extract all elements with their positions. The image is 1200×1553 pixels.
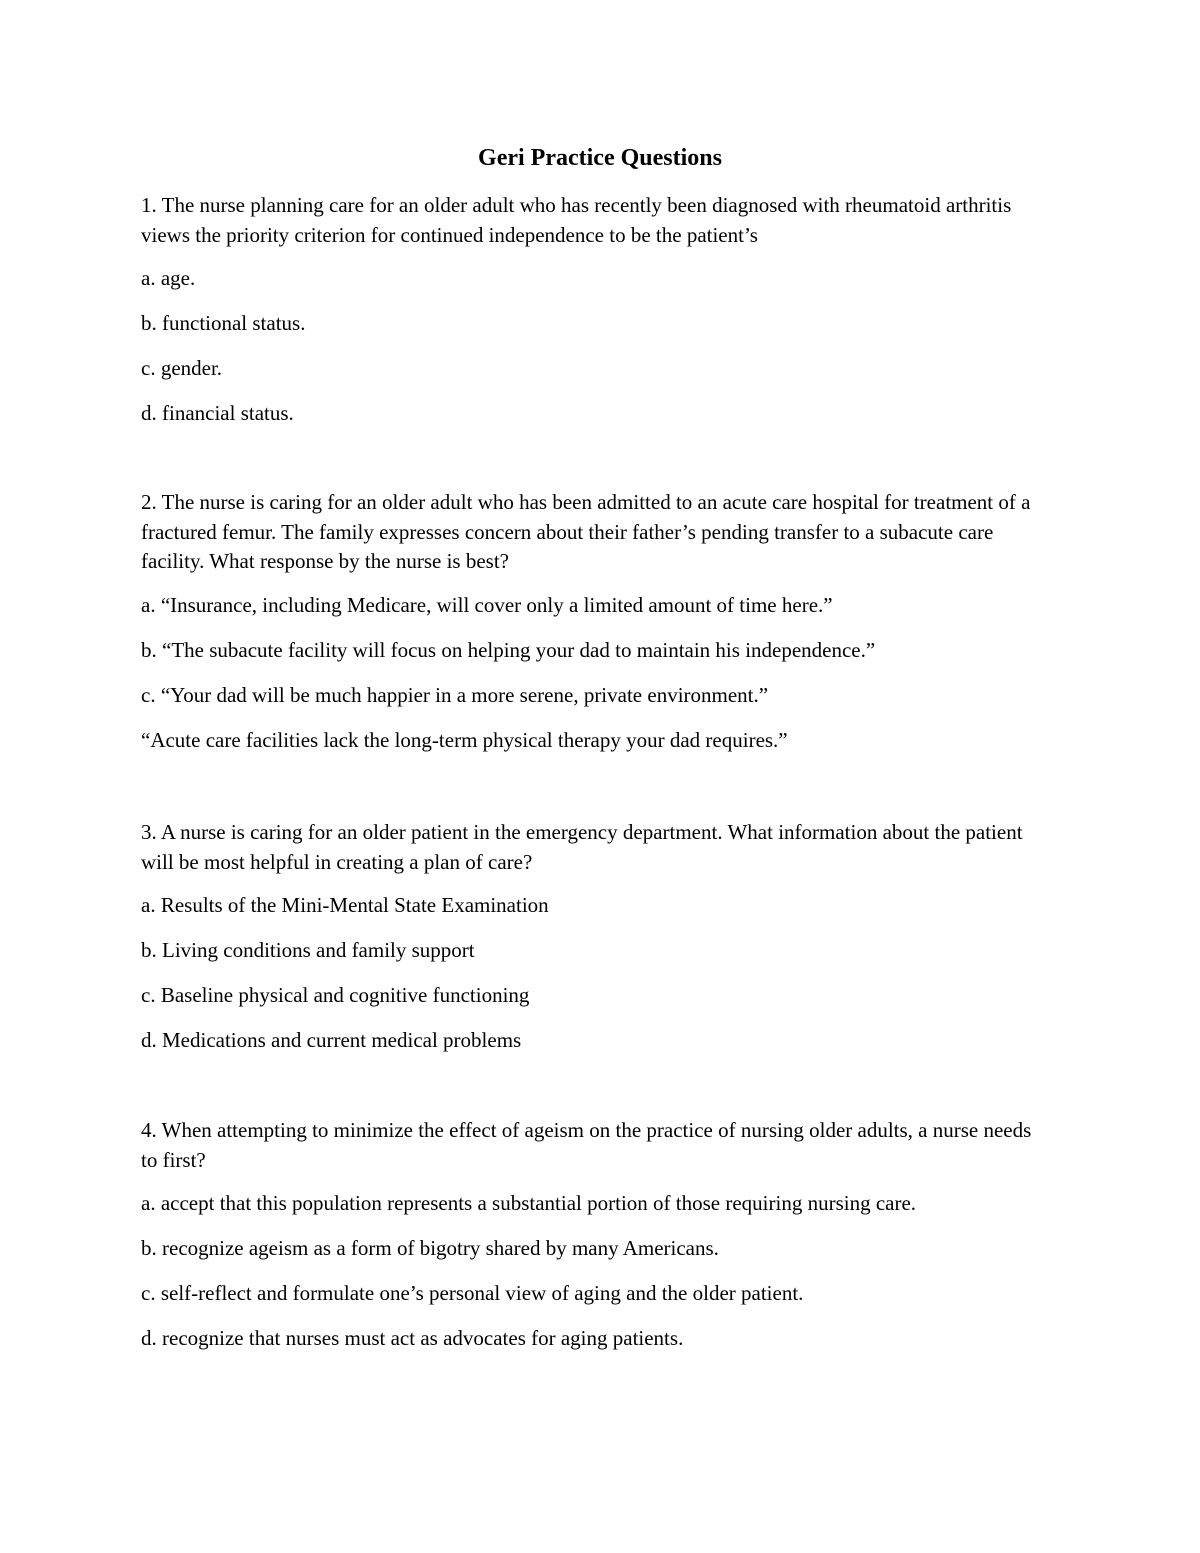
answer-option-a: a. age. [141, 266, 196, 290]
answer-option-c: c. self-reflect and formulate one’s personal view of aging and the older patient. [141, 1281, 804, 1305]
page-title: Geri Practice Questions [478, 145, 722, 171]
answer-option-d: d. Medications and current medical problems [141, 1028, 522, 1052]
answer-option-d: d. recognize that nurses must act as advocates for aging patients. [141, 1326, 684, 1350]
answer-option-a: a. Results of the Mini-Mental State Examination [141, 893, 549, 917]
answer-option-c: c. “Your dad will be much happier in a more serene, private environment.” [141, 682, 769, 707]
question-text: 4. When attempting to minimize the effect of ageism on the practice of nursing older adults, a nurse needs to first? [141, 1118, 1032, 1172]
answer-option-a: a. accept that this population represents a substantial portion of those requiring nursing care. [141, 1191, 917, 1215]
question-4 [141, 1116, 1041, 1369]
answer-option-d: d. financial status. [141, 401, 294, 425]
answer-option-c: c. Baseline physical and cognitive functioning [141, 983, 530, 1007]
answer-option-b: b. “The subacute facility will focus on helping your dad to maintain his independence.” [141, 637, 876, 662]
question-text: 3. A nurse is caring for an older patient in the emergency department. What information about the patient will be most helpful in creating a plan of care? [141, 820, 1023, 874]
question-3 [141, 818, 1041, 1071]
answer-option-b: b. Living conditions and family support [141, 938, 475, 962]
question-2 [141, 488, 1041, 771]
question-text: 2. The nurse is caring for an older adult who has been admitted to an acute care hospital for treatment of a fractured femur. The family expresses concern about their father’s pending transfer to a subacute care facility. What response by the nurse is best? [141, 490, 1031, 573]
question-text: 1. The nurse planning care for an older adult who has recently been diagnosed with rheumatoid arthritis views the priority criterion for continued independence to be the patient’s [141, 193, 1012, 247]
answer-option-c: c. gender. [141, 356, 223, 380]
answer-option-b: b. functional status. [141, 311, 306, 335]
answer-option-d: “Acute care facilities lack the long-term physical therapy your dad requires.” [141, 727, 788, 752]
answer-option-b: b. recognize ageism as a form of bigotry shared by many Americans. [141, 1236, 719, 1260]
answer-option-a: a. “Insurance, including Medicare, will cover only a limited amount of time here.” [141, 592, 833, 617]
question-1 [141, 191, 1041, 444]
